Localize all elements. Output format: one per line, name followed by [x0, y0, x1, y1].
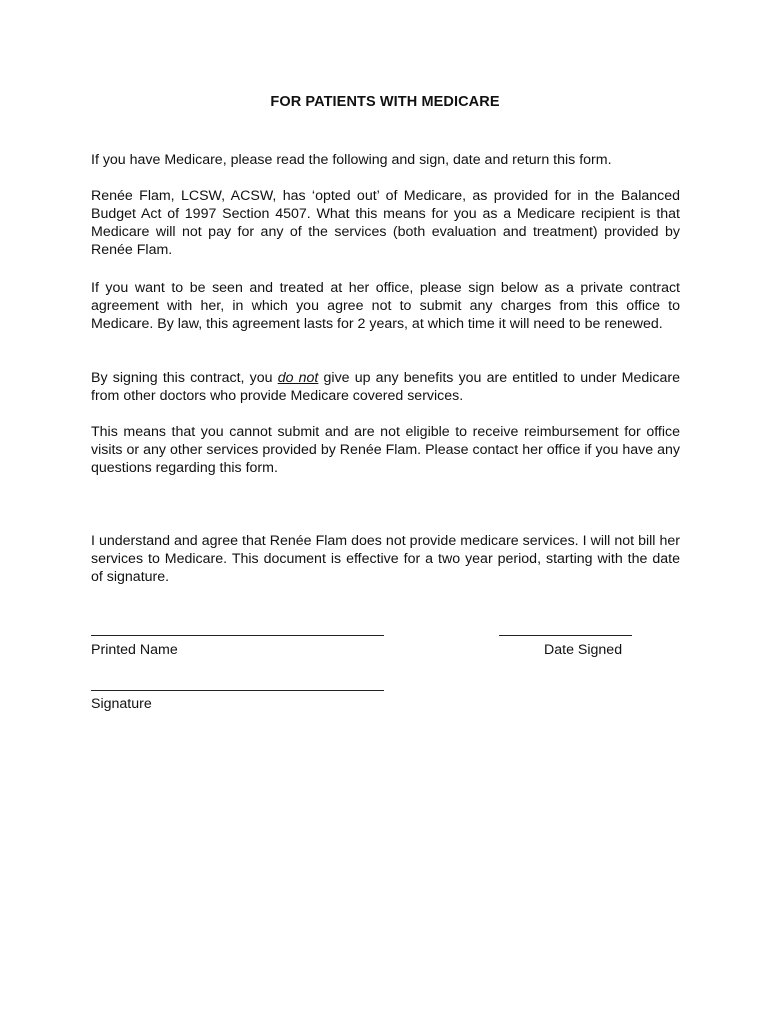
- opt-out-paragraph: Renée Flam, LCSW, ACSW, has ‘opted out’ of Medicare, as provided for in the Balanced Budget Act of 1997 Section 4507. What this means for you as a Medicare recipient is that Medicare will not pay for any of the services (both evaluation and treatment) provided by Renée Flam.: [91, 188, 680, 258]
- reimbursement-paragraph: This means that you cannot submit and are not eligible to receive reimbursement for office visits or any other services provided by Renée Flam. Please contact her office if you have any questions regarding this form.: [91, 424, 680, 476]
- signature-line[interactable]: [91, 690, 384, 691]
- printed-name-label: Printed Name: [91, 642, 178, 658]
- page-title: FOR PATIENTS WITH MEDICARE: [270, 94, 500, 110]
- printed-name-line[interactable]: [91, 635, 384, 636]
- date-signed-label: Date Signed: [544, 642, 623, 658]
- agreement-paragraph: I understand and agree that Renée Flam does not provide medicare services. I will not bill her services to Medicare. This document is effective for a two year period, starting with the date of signature.: [91, 533, 680, 585]
- do-not-emphasis: do not: [277, 370, 319, 386]
- benefits-paragraph: [91, 369, 680, 405]
- benefits-text-after: give up any benefits you are entitled to under Medicare from other doctors who provide Medicare covered services.: [91, 370, 680, 404]
- intro-paragraph: If you have Medicare, please read the following and sign, date and return this form.: [91, 152, 612, 168]
- benefits-text-before: By signing this contract, you: [91, 370, 278, 386]
- date-signed-line[interactable]: [499, 635, 632, 636]
- signature-label: Signature: [91, 696, 152, 712]
- private-contract-paragraph: If you want to be seen and treated at her office, please sign below as a private contract agreement with her, in which you agree not to submit any charges from this office to Medicare. By law, this agreement lasts for 2 years, at which time it will need to be renewed.: [91, 280, 680, 332]
